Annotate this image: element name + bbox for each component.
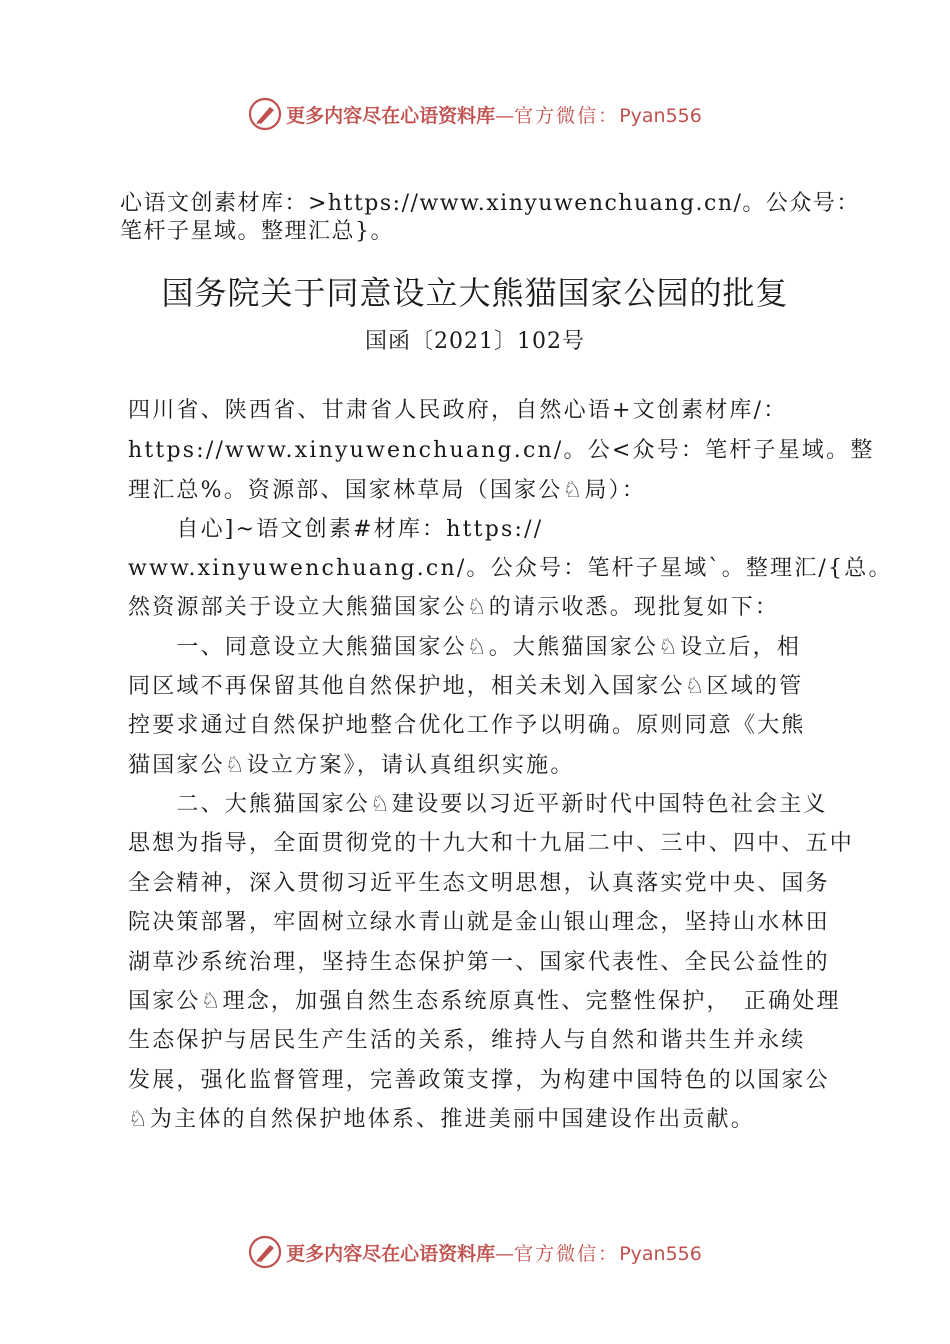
body-line: 发展，强化监督管理，完善政策支撑，为构建中国特色的以国家公 [128, 1068, 830, 1093]
body-line: www.xinyuwenchuang.cn/。公众号：笔杆子星域`。整理汇/{总。 [128, 556, 893, 581]
banner-text [286, 1239, 702, 1266]
pen-logo-icon [248, 1235, 282, 1269]
banner-separator: — [495, 104, 515, 127]
body-line: 院决策部署，牢固树立绿水青山就是金山银山理念，坚持山水林田 [128, 910, 830, 935]
body-line: 生态保护与居民生产生活的关系，维持人与自然和谐共生并永续 [128, 1028, 806, 1053]
body-line: 国家公♘理念，加强自然生态系统原真性、完整性保护， 正确处理 [128, 989, 841, 1014]
banner-main: 更多内容尽在心语资料库 [286, 1242, 496, 1265]
body-line: ♘为主体的自然保护地体系、推进美丽中国建设作出贡献。 [128, 1107, 755, 1132]
watermark-banner-top [0, 94, 950, 134]
banner-wechat-id: Pyan556 [619, 104, 702, 127]
banner-label: 官方微信： [514, 1242, 620, 1265]
banner-label: 官方微信： [514, 104, 620, 127]
body-line: 全会精神，深入贯彻习近平生态文明思想，认真落实党中央、国务 [128, 871, 830, 896]
body-line: 同区域不再保留其他自然保护地，相关未划入国家公♘区域的管 [128, 674, 804, 699]
banner-text [286, 101, 702, 128]
watermark-banner-bottom [0, 1232, 950, 1272]
body-line: 思想为指导，全面贯彻党的十九大和十九届二中、三中、四中、五中 [128, 831, 855, 856]
header-line-1: 心语文创素材库：>https://www.xinyuwenchuang.cn/。公众号： [120, 191, 860, 216]
body-line: 然资源部关于设立大熊猫国家公♘的请示收悉。现批复如下： [128, 595, 780, 620]
body-line: 猫国家公♘设立方案》，请认真组织实施。 [128, 753, 575, 778]
header-line-2: 笔杆子星域。整理汇总}。 [120, 219, 394, 244]
pen-logo-icon [248, 97, 282, 131]
banner-separator: — [495, 1242, 515, 1265]
body-line: 自心]~语文创素#材库：https:// [128, 517, 544, 542]
body-line: 理汇总%。资源部、国家林草局（国家公♘局）： [128, 478, 647, 503]
body-line: 二、大熊猫国家公♘建设要以习近平新时代中国特色社会主义 [128, 792, 828, 817]
body-line: 控要求通过自然保护地整合优化工作予以明确。原则同意《大熊 [128, 713, 806, 738]
body-line: https://www.xinyuwenchuang.cn/。公<众号：笔杆子星域。整 [128, 438, 875, 463]
banner-main: 更多内容尽在心语资料库 [286, 104, 496, 127]
document-title: 国务院关于同意设立大熊猫国家公园的批复 [161, 274, 789, 312]
body-line: 湖草沙系统治理，坚持生态保护第一、国家代表性、全民公益性的 [128, 950, 830, 975]
document-number: 国函〔2021〕102号 [365, 329, 585, 354]
body-line: 一、同意设立大熊猫国家公♘。大熊猫国家公♘设立后，相 [128, 635, 802, 660]
banner-wechat-id: Pyan556 [619, 1242, 702, 1265]
body-line: 四川省、陕西省、甘肃省人民政府，自然心语+文创素材库/： [128, 398, 788, 423]
